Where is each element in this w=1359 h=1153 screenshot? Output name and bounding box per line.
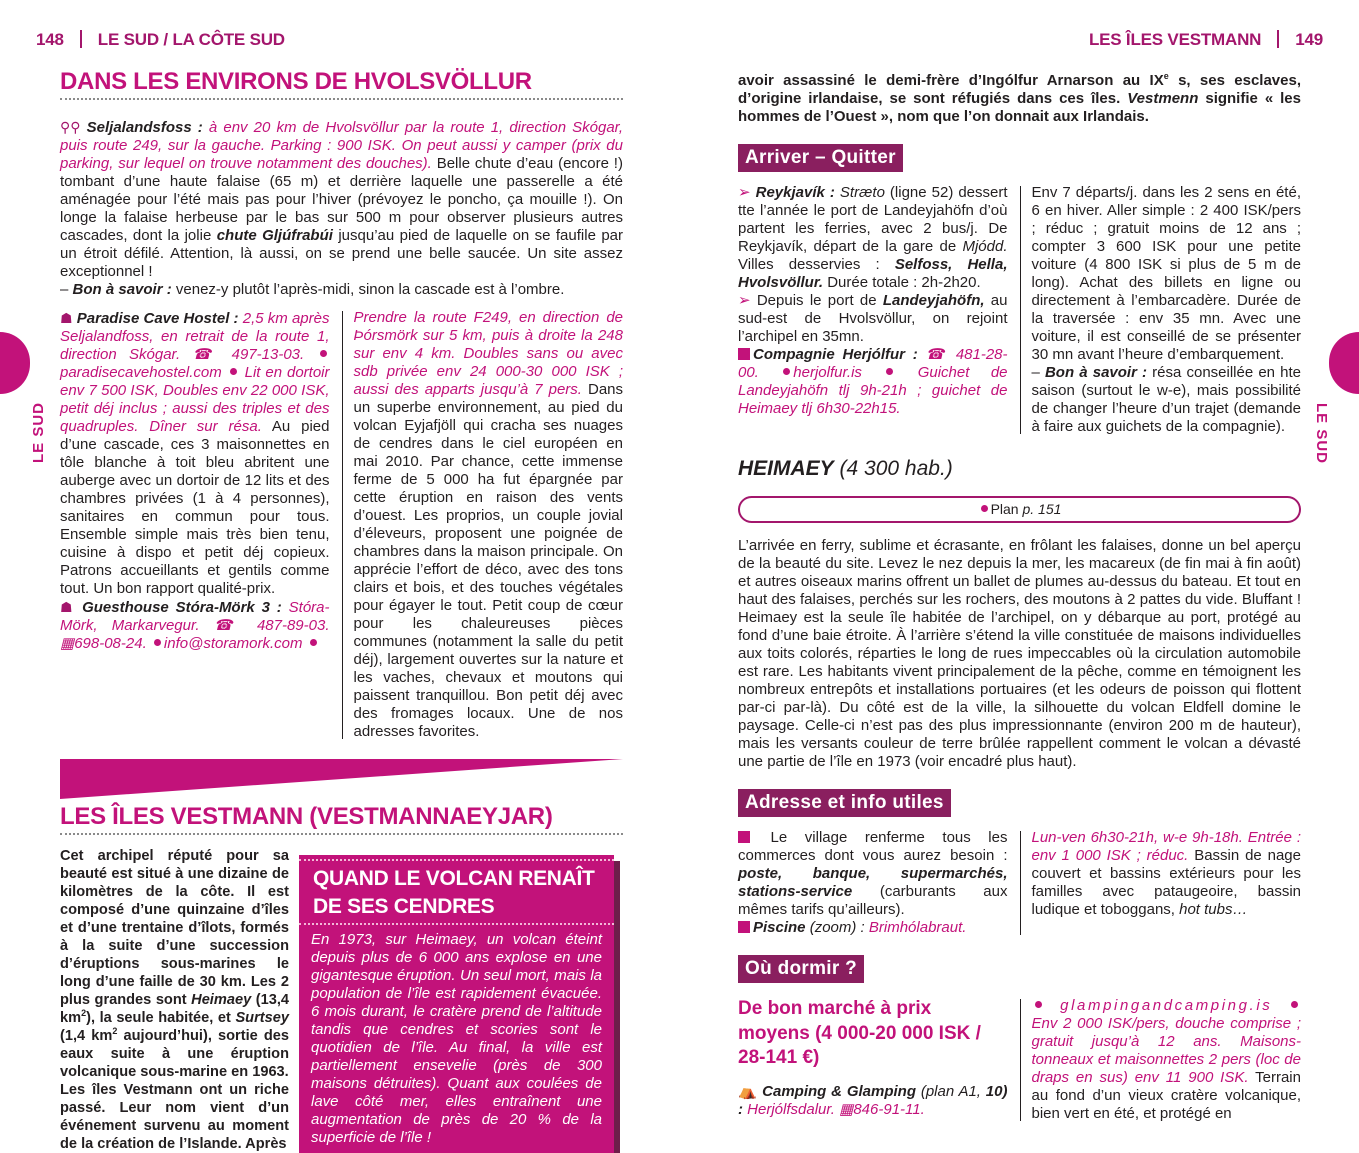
entry-text: Belle chute d’eau (encore !) tombant d’une haute falaise (65 m) et derrière laquelle une passerelle a été aménagée pour l’été mais pas pour l’hiver (prévoyez le poncho, ça mouille !). On longe la falaise herbeuse par le bas sur 500 m pour observer plusieurs autres cascades, dont la jolie bbox=[60, 155, 623, 244]
tip-text: venez-y plutôt l’après-midi, sinon la cascade est à l’ombre. bbox=[171, 281, 565, 298]
entry-name: Paradise Cave Hostel : bbox=[76, 310, 239, 327]
entry-address: Herjólfsdalur. bbox=[743, 1100, 840, 1118]
heimaey-heading bbox=[738, 456, 1301, 482]
web-bullet-icon bbox=[783, 368, 790, 375]
binoculars-icon: ⚲⚲ bbox=[60, 119, 81, 135]
web-bullet-icon bbox=[320, 350, 327, 357]
title-dotted-rule bbox=[60, 833, 623, 835]
arrow-right-icon: ➢ bbox=[738, 184, 751, 201]
entry-text: jusqu’au pied de laquelle on se faufile par un étroit défilé. Attention, là aussi, on se prend une belle saucée. Un site assez exceptionnel ! bbox=[60, 227, 623, 280]
zoom-ref: (zoom) : bbox=[805, 919, 865, 936]
right-side-label: LE SUD bbox=[1313, 403, 1330, 465]
entry-name: Reykjavík : bbox=[755, 184, 835, 201]
phone-icon: ☎ bbox=[192, 346, 220, 363]
web-bullet-icon bbox=[1035, 1001, 1042, 1008]
island-name: Heimaey bbox=[191, 992, 252, 1008]
plan-ref: (plan A1, bbox=[916, 1082, 986, 1100]
email-link[interactable]: info@storamork.com bbox=[163, 635, 303, 652]
lodging-columns bbox=[60, 309, 623, 741]
tip-prefix: – bbox=[60, 281, 73, 298]
entry-text: Durée totale : 2h-2h20. bbox=[823, 274, 981, 291]
arriver-column-left bbox=[738, 184, 1008, 436]
dormir-column-left bbox=[738, 997, 1008, 1123]
opening-hours: Guichet de Landeyjahöfn tlj 9h-21h ; guichet de Heimaey tlj 6h30-22h15. bbox=[738, 364, 1008, 417]
section-title-vestmann: LES ÎLES VESTMANN (VESTMANNAEYJAR) bbox=[60, 803, 553, 830]
entry-text: Bassin de nage couvert et bassins extérieurs pour les familles avec pataugeoire, bassin ludique et toboggans, bbox=[1031, 847, 1301, 918]
seljalandsfoss-entry bbox=[60, 118, 623, 299]
entry-text: (ligne 52) dessert tte l’année le port de Landeyjahöfn d’où partent les ferries, avec 2 bus/j. De Reykjavík, départ de la gare de bbox=[738, 184, 1008, 255]
section-banner-wedge bbox=[60, 759, 623, 799]
web-bullet-icon bbox=[310, 639, 317, 646]
entry-text: (carburants aux mêmes tarifs qu’ailleurs). bbox=[738, 883, 1008, 918]
right-running-head bbox=[1089, 30, 1323, 50]
house-icon: ☗ bbox=[60, 599, 76, 615]
tent-icon: ⛺ bbox=[738, 1082, 758, 1100]
heading-arriver-quitter: Arriver – Quitter bbox=[738, 144, 903, 172]
web-bullet-icon bbox=[1291, 1001, 1298, 1008]
town-name: HEIMAEY bbox=[738, 457, 834, 480]
boxout-text: En 1973, sur Heimaey, un volcan éteint depuis plus de 6 000 ans explose en une gigantesque éruption. Un seul mort, mais la population de l’île est rapidement évacuée. 6 mois durant, le cratère prend de l’altitude tandis que cendres et scories sont le quotidien de l’île. Au final, la ville est partiellement ensevelie (près de 300 maisons détruites). Quant aux coulées de lave côté mer, elles entraînent une augmentation de près de 20 % de la superficie de l’île ! bbox=[311, 931, 602, 1146]
entry-name: Piscine bbox=[753, 919, 806, 936]
left-side-label: LE SUD bbox=[30, 401, 47, 463]
right-page bbox=[738, 72, 1301, 1123]
house-icon: ☗ bbox=[60, 310, 73, 326]
header-separator bbox=[80, 30, 82, 48]
mobile-number: 698-08-24. bbox=[74, 635, 147, 652]
entry-name: Guesthouse Stóra-Mörk 3 : bbox=[82, 599, 282, 616]
entry-name: Camping & Glamping bbox=[762, 1082, 916, 1100]
arriver-columns bbox=[738, 184, 1301, 436]
term: Vestmenn bbox=[1127, 90, 1199, 107]
boxout-title: QUAND LE VOLCAN RENAÎT DE SES CENDRES bbox=[299, 859, 614, 925]
dormir-columns bbox=[738, 997, 1301, 1123]
intro-text: Cet archipel réputé pour sa beauté est situé à une dizaine de kilomètres de la côte. Il est composé d’une quinzaine d’îles et d’une trentaine d’îlots, formés à la suite d’une succession d’éruptions sous-marines le long d’une faille de 30 km. Les 2 plus grandes sont bbox=[60, 848, 289, 1008]
entry-text: hot tubs… bbox=[1179, 901, 1248, 918]
entry-text: au sud-est de Hvolsvöllur, on rejoint l’archipel en 35mn. bbox=[738, 292, 1008, 345]
adresse-column-left bbox=[738, 829, 1008, 937]
services-list: poste, banque, supermarchés, stations-service bbox=[738, 865, 1008, 900]
entry-prices: Env 2 000 ISK/pers, douche comprise ; gratuit jusqu’à 12 ans. Maisons-tonneaux et maisonnettes 2 pers (loc de draps en sus) env 11 900 ISK. bbox=[1031, 1015, 1301, 1086]
phone-number: 487-89-03. bbox=[256, 617, 330, 634]
camping-entry-left bbox=[738, 1083, 1008, 1119]
title-dotted-rule bbox=[60, 98, 623, 100]
volcano-boxout bbox=[299, 855, 614, 1153]
superscript: e bbox=[1163, 71, 1169, 81]
plan-page-link[interactable]: p. 151 bbox=[1022, 501, 1062, 517]
entry-text: Villes desservies : bbox=[738, 256, 895, 273]
phone-number: 497-13-03. bbox=[231, 346, 305, 363]
vestmann-continued bbox=[738, 72, 1301, 126]
web-bullet-icon bbox=[230, 368, 237, 375]
entry-name: Compagnie Herjólfur : bbox=[753, 346, 918, 363]
towns-served: Selfoss, Hella, Hvolsvöllur. bbox=[738, 256, 1008, 291]
left-section-title: LE SUD / LA CÔTE SUD bbox=[97, 30, 285, 49]
continued-text: avoir assassiné le demi-frère d’Ingólfur Arnarson au IX bbox=[738, 72, 1164, 89]
website-link[interactable]: herjolfur.is bbox=[793, 364, 862, 381]
area-value: (1,4 km bbox=[60, 1028, 113, 1044]
adresse-columns bbox=[738, 829, 1301, 937]
superscript: 2 bbox=[112, 1026, 118, 1037]
phone-icon: ☎ bbox=[925, 346, 948, 363]
section-title-environs: DANS LES ENVIRONS DE HVOLSVÖLLUR bbox=[60, 68, 532, 95]
entry-text: Env 7 départs/j. dans les 2 sens en été, 6 en hiver. Aller simple : 2 400 ISK/pers ; réduc ; gratuit moins de 12 ans ; compter 3 600 ISK pour une petite voiture (4 800 ISK si plus de 5 m de long). Achat des billets en ligne ou directement à l’embarcadère. Durée de la traversée : env 35 mn. Avec une voiture, il est conseillé de se présenter 30 mn avant l’heure d’embarquement. bbox=[1031, 184, 1301, 363]
entry-name: Seljalandsfoss : bbox=[86, 119, 203, 136]
area-value: (13,4 km bbox=[60, 992, 289, 1026]
header-separator bbox=[1277, 30, 1279, 48]
heading-dormir-wrap bbox=[738, 955, 1301, 983]
vestmann-intro bbox=[60, 847, 289, 1153]
superscript: 2 bbox=[81, 1008, 87, 1019]
camping-entry-right bbox=[1032, 997, 1302, 1123]
entry-text: Le village renferme tous les commerces dont vous aurez besoin : bbox=[738, 829, 1008, 864]
entry-prices: Prendre la route F249, en direction de Þórsmörk sur 5 km, puis à droite la 248 sur env 4 km. Doubles sans ou avec sdb privée env 24 000-30 000 ISK ; aussi des apparts jusqu’à 7 pers. bbox=[353, 309, 623, 398]
tip-text: résa conseillée en hte saison (surtout le w-e), mais possibilité de changer l’heure d’un trajet (demande à faire aux guichets de la compagnie). bbox=[1031, 364, 1301, 435]
entry-text: Depuis le port de bbox=[750, 292, 883, 309]
square-bullet-icon bbox=[738, 921, 750, 933]
left-running-head bbox=[36, 30, 285, 50]
mobile-phone-icon: ▦ bbox=[839, 1100, 854, 1118]
intro-text: aujourd’hui), sortie des eaux suite à une éruption volcanique sous-marine en 1963. bbox=[60, 1028, 290, 1080]
heading-arriver-wrap bbox=[738, 144, 1301, 172]
price-category-heading: De bon marché à prix moyens (4 000-20 000 ISK / 28-141 €) bbox=[738, 998, 981, 1068]
plan-ref-number: 10) : bbox=[738, 1082, 1008, 1118]
website-link[interactable]: paradisecavehostel.com bbox=[60, 364, 222, 381]
entry-text: Dans un superbe environnement, au pied du volcan Eyjafjöll qui cracha ses nuages de cendres dans le ciel européen en mai 2010. Par chance, cette immense ferme de 5 000 ha fut épargnée par cette éruption en raison des vents d’ouest. Les proprios, un couple jovial d’éleveurs, proposent une poignée de chambres dans la maison principale. On apprécie l’effort de déco, avec des tons clairs et bois, et des touches végétales pour égayer le tout. Petit coup de cœur pour les chaleureuses pièces communes (notamment la salle du petit déj), largement ouvertes sur la nature et les vaches, chevaux et moutons qui paissent tranquillou. Bon petit déj avec des fromages locaux. Une de nos adresses favorites. bbox=[353, 381, 624, 740]
population: (4 300 hab.) bbox=[839, 457, 953, 480]
plan-label: Plan bbox=[990, 501, 1023, 517]
entry-info bbox=[60, 310, 330, 435]
right-section-title: LES ÎLES VESTMANN bbox=[1088, 30, 1262, 49]
tip-label: Bon à savoir : bbox=[72, 281, 172, 298]
vestmann-row bbox=[60, 847, 623, 1153]
square-bullet-icon bbox=[738, 348, 750, 360]
heimaey-description: L’arrivée en ferry, sublime et écrasante, en frôlant les falaises, donne un bel aperçu de la beauté du site. Levez le nez depuis la mer, les macareux (de fin mai à fin août) et autres oiseaux marins offrent un ballet de plumes au-dessus du bateau. Et tout en haut des falaises, perchés sur les rochers, des moutons à 2 pattes du vide. Bluffant ! Heimaey est la seule île habitée de l’archipel, on y débarque au port, protégé au fond d’une baie étroite. À l’arrière s’étend la ville constituée de maisons individuelles aux toits colorés, réparties le long de rues impeccables où la circulation automobile est rare. Les habitants vivent principalement de la pêche, comme en témoignent les nombreux entrepôts et installations portuaires (et les odeurs de poisson qui flottent par-ci par-là). Du côté est de la ville, la silhouette du volcan Eldfell domine le paysage. Celle-ci n’est pas des plus impressionnante (environ 200 m de hauteur), mais les versants couleur de terre brûlée rappellent comment le volcan a dévasté une partie de l’île en 1973 (voir encadré plus haut). bbox=[738, 537, 1301, 770]
phone-number: 481-28-00. bbox=[738, 346, 1008, 381]
right-side-tab bbox=[1329, 332, 1359, 394]
phone-icon: ☎ bbox=[213, 617, 243, 634]
left-page bbox=[60, 68, 623, 1153]
bus-station: Mjódd. bbox=[962, 238, 1008, 255]
opening-hours: Lun-ven 6h30-21h, w-e 9h-18h. Entrée : env 1 000 ISK ; réduc. bbox=[1031, 829, 1301, 864]
arrow-right-icon: ➢ bbox=[738, 292, 751, 309]
entry-address: Brimhólabraut. bbox=[864, 919, 967, 936]
arriver-column-right bbox=[1032, 184, 1302, 436]
mobile-phone-icon: ▦ bbox=[60, 635, 75, 652]
mobile-number: 846-91-11. bbox=[853, 1100, 925, 1118]
continued-text: signifie « les hommes de l’Ouest », nom que l’on donnait aux Irlandais. bbox=[738, 90, 1301, 125]
bullet-icon bbox=[981, 505, 988, 512]
left-page-number: 148 bbox=[36, 30, 64, 49]
lodging-column-left bbox=[60, 309, 330, 741]
bus-company: Stræto bbox=[839, 184, 885, 201]
right-page-number: 149 bbox=[1295, 30, 1323, 49]
intro-text: ), la seule habitée, et bbox=[86, 1010, 236, 1026]
website-link[interactable]: glampingandcamping.is bbox=[1060, 997, 1273, 1014]
heading-adresse-wrap bbox=[738, 789, 1301, 817]
entry-info-address: Stóra-Mörk, Markarvegur. bbox=[60, 599, 330, 634]
plan-reference-bar[interactable] bbox=[738, 496, 1301, 523]
entry-info-address: 2,5 km après Seljalandfoss, en retrait de la route 1, direction Skógar. bbox=[60, 310, 330, 363]
intro-text: Les îles Vestmann ont un riche passé. Leur nom vient d’un événement survenu au moment de la création de l’Islande. Après bbox=[60, 1082, 289, 1152]
left-side-tab bbox=[0, 332, 30, 394]
adresse-column-right bbox=[1032, 829, 1302, 937]
highlight: chute Gljúfrabúi bbox=[216, 227, 333, 244]
square-bullet-icon bbox=[738, 831, 750, 843]
web-bullet-icon bbox=[154, 639, 161, 646]
heading-ou-dormir: Où dormir ? bbox=[738, 955, 864, 983]
island-name: Surtsey bbox=[235, 1010, 289, 1026]
entry-info: à env 20 km de Hvolsvöllur par la route 1, direction Skógar, puis route 249, sur la gauche. Parking : 900 ISK. On peut aussi y camper (prix du parking, sur lequel on trouve notamment des douches). bbox=[60, 119, 624, 172]
tip-label: Bon à savoir : bbox=[1044, 364, 1148, 381]
entry-text: Au pied d’une cascade, ces 3 maisonnettes en tôle blanche à toit bleu abritent une auberge avec un dortoir de 12 lits et des chambres privées (1 à 4 personnes), sanitaires en commun pour tous. Ensemble simple mais très bien tenu, cuisine à dispo et petit déj copieux. Patrons accueillants et gentils comme tout. Un bon rapport qualité-prix. bbox=[60, 418, 330, 597]
heading-adresse-info: Adresse et info utiles bbox=[738, 789, 951, 817]
web-bullet-icon bbox=[886, 368, 893, 375]
tip-prefix: – bbox=[1031, 364, 1045, 381]
port-name: Landeyjahöfn, bbox=[882, 292, 985, 309]
entry-text: Terrain au fond d’un vieux cratère volcanique, bien vert en été, et protégé en bbox=[1031, 1069, 1301, 1122]
entry-prices: Lit en dortoir env 7 500 ISK, Doubles env 22 000 ISK, petit déj inclus ; aussi des triples et des quadruples. Dîner sur résa. bbox=[60, 364, 330, 435]
lodging-column-right bbox=[354, 309, 624, 741]
continued-text: s, ses esclaves, d’origine irlandaise, se sont réfugiés dans ces îles. bbox=[738, 72, 1301, 107]
